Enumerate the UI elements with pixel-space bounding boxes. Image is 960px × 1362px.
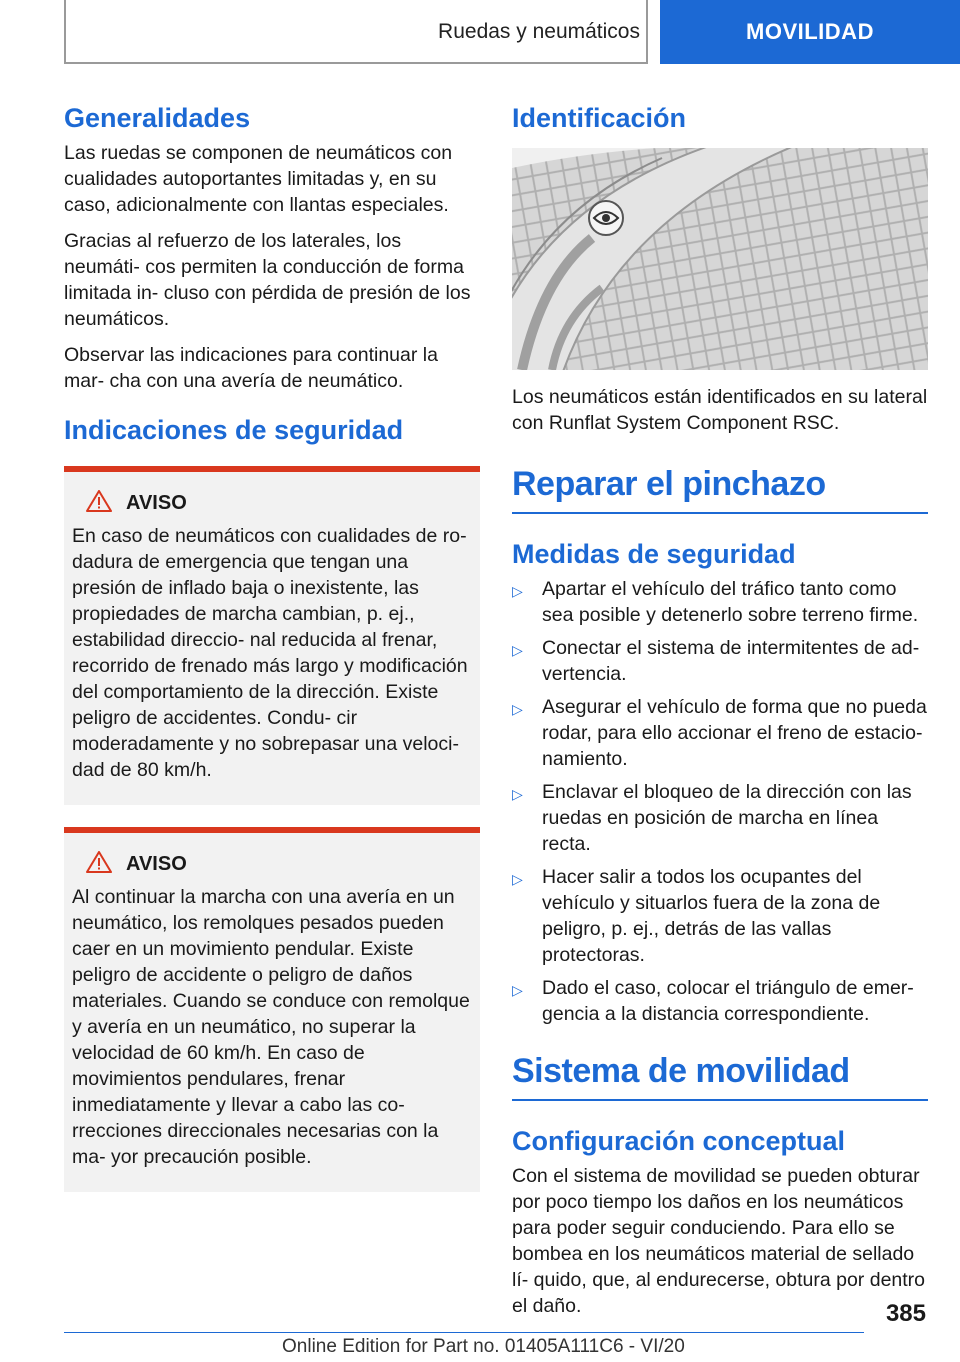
list-item: ▷ Hacer salir a todos los ocupantes del vehículo y situarlos fuera de la zona de peligro, p. ej., detrás de las vallas protectoras. (512, 866, 881, 966)
generalidades-paragraph-2: Gracias al refuerzo de los laterales, los neumáti‐ cos permiten la conducción de forma limitada in‐ cluso con pérdida de presión de los neumáticos. (64, 230, 471, 330)
warning-triangle-icon (86, 490, 126, 517)
list-item: ▷ Asegurar el vehículo de forma que no pueda rodar, para ello accionar el freno de estacio‐ namiento. (512, 696, 927, 770)
warning-triangle-icon (86, 851, 126, 878)
medidas-heading: Medidas de seguridad (512, 539, 796, 569)
tire-sidewall-illustration (512, 148, 928, 370)
header-section-title: Ruedas y neumáticos (438, 20, 640, 43)
seguridad-heading: Indicaciones de seguridad (64, 415, 404, 445)
list-item: ▷ Dado el caso, colocar el triángulo de emer‐ gencia a la distancia correspondiente. (512, 977, 914, 1025)
configuracion-paragraph: Con el sistema de movilidad se pueden obturar por poco tiempo los daños en los neumáticos para poder seguir conduciendo. Para ello se bombea en los neumáticos material de sellado lí‐ quido, que, al endurecerse, obtura por dentro el daño. (512, 1165, 926, 1317)
triangle-bullet-icon: ▷ (512, 701, 523, 717)
list-item: ▷ Conectar el sistema de intermitentes de ad‐ vertencia. (512, 637, 920, 685)
right-column (512, 100, 928, 1329)
triangle-bullet-icon: ▷ (512, 642, 523, 658)
warning-text: En caso de neumáticos con cualidades de ro‐ dadura de emergencia que tengan una presión de inflado baja o inexistente, las propiedades de marcha cambian, p. ej., estabilidad direccio‐ nal reducida al frenar, recorrido de frenado más largo y modificación del comportamiento de la dirección. Existe peligro de accidentes. Condu‐ cir moderadamente y no sobrepasar una veloci‐ dad de 80 km/h. (72, 525, 468, 781)
footer-edition: Online Edition for Part no. 01405A111C6 - VI/20 (282, 1336, 685, 1357)
list-item: ▷ Apartar el vehículo del tráfico tanto como sea posible y detenerlo sobre terreno firme. (512, 578, 919, 626)
warning-title: AVISO (126, 492, 187, 514)
reparar-chapter-heading: Reparar el pinchazo (512, 462, 928, 514)
header-chapter-tab[interactable]: MOVILIDAD (660, 0, 960, 64)
generalidades-paragraph-3: Observar las indicaciones para continuar la mar‐ cha con una avería de neumático. (64, 344, 438, 392)
left-column (64, 100, 480, 1214)
warning-text: Al continuar la marcha con una avería en un neumático, los remolques pesados pueden caer en un movimiento pendular. Existe peligro de accidente o peligro de daños materiales. Cuando se conduce con remolque y avería en un neumático, no superar la velocidad de 60 km/h. En caso de movimientos pendulares, frenar inmediatamente y llevar a cabo las co‐ rrecciones direccionales necesarias con la ma‐ yor precaución posible. (72, 886, 470, 1168)
safety-steps-list (512, 576, 928, 1027)
warning-box-2 (64, 827, 480, 1192)
footer-divider (64, 1332, 864, 1333)
warning-box-1 (64, 466, 480, 805)
identificacion-heading: Identificación (512, 103, 687, 133)
triangle-bullet-icon: ▷ (512, 786, 523, 802)
generalidades-paragraph-1: Las ruedas se componen de neumáticos con cualidades autoportantes limitadas y, en su caso, adicionalmente con llantas especiales. (64, 142, 453, 216)
triangle-bullet-icon: ▷ (512, 982, 523, 998)
warning-title: AVISO (126, 853, 187, 875)
triangle-bullet-icon: ▷ (512, 871, 523, 887)
movilidad-chapter-heading: Sistema de movilidad (512, 1049, 928, 1101)
list-item: ▷ Enclavar el bloqueo de la dirección con las ruedas en posición de marcha en línea recta. (512, 781, 912, 855)
configuracion-heading: Configuración conceptual (512, 1126, 846, 1156)
triangle-bullet-icon: ▷ (512, 583, 523, 599)
identificacion-caption: Los neumáticos están identificados en su lateral con Runflat System Component RSC. (512, 386, 928, 434)
generalidades-heading: Generalidades (64, 103, 251, 133)
page-number: 385 (885, 1300, 926, 1327)
